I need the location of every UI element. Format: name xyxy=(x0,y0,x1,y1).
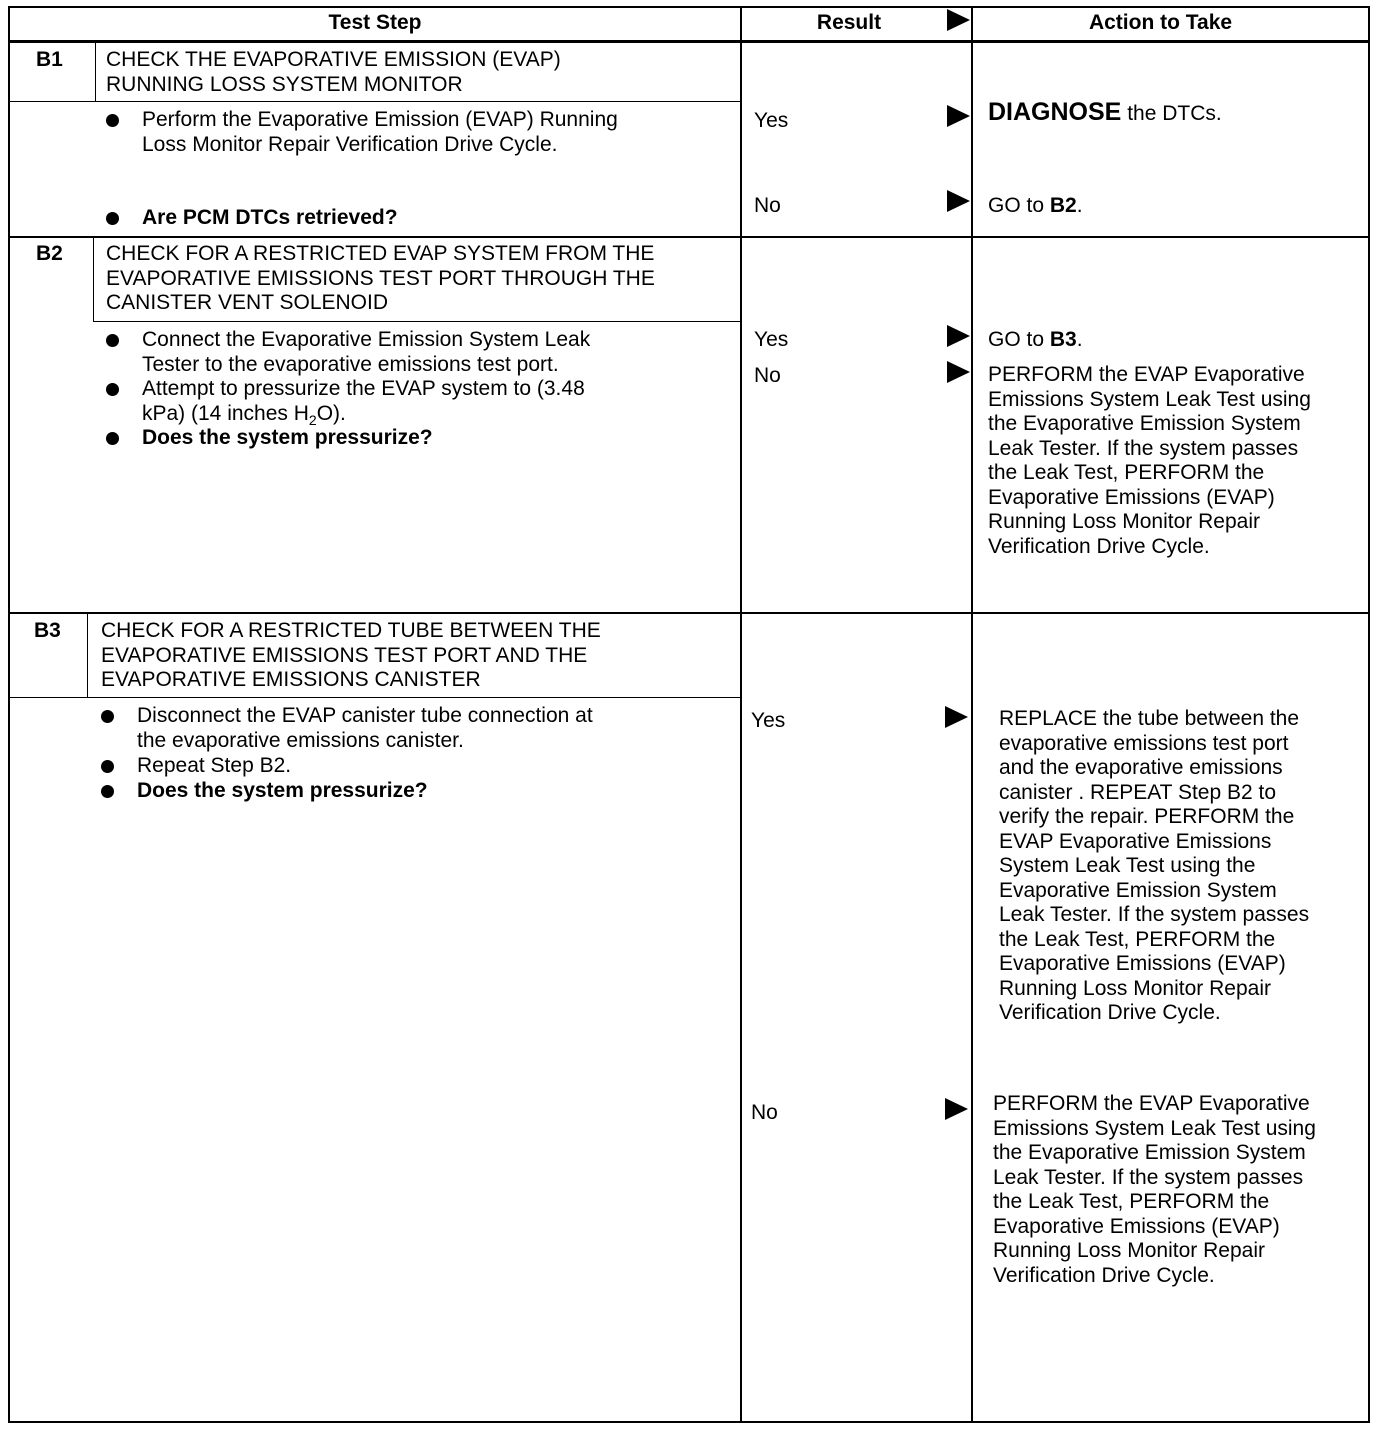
b1-no-action: GO to B2. xyxy=(988,194,1083,217)
b3-title: CHECK FOR A RESTRICTED TUBE BETWEEN THE EVAPORATIVE EMISSIONS TEST PORT AND THE EVAPORATIVE EMISSIONS CANISTER xyxy=(101,619,601,691)
b2-title-divider xyxy=(93,321,740,322)
header-divider xyxy=(8,40,1370,43)
bullet-icon xyxy=(106,432,119,445)
b2-id-divider xyxy=(93,238,94,321)
b2-bullet-1: Connect the Evaporative Emission System Leak Tester to the evaporative emissions test port. xyxy=(106,328,736,377)
b3-bullet-2: Repeat Step B2. xyxy=(101,754,736,779)
b3-result-yes: Yes xyxy=(751,709,786,732)
b3-result-no: No xyxy=(751,1101,778,1124)
b2-yes-arrow-icon xyxy=(947,325,970,347)
b2-no-action: PERFORM the EVAP Evaporative Emissions System Leak Test using the Evaporative Emission System Leak Tester. If the system passes the Leak Test, PERFORM the Evaporative Emissions (EVAP) Running Loss Monitor Repair Verification Drive Cycle. xyxy=(988,363,1311,558)
bullet-icon xyxy=(101,785,114,798)
b2-result-no: No xyxy=(754,364,781,387)
b3-yes-arrow-icon xyxy=(945,706,968,728)
bullet-icon xyxy=(106,212,119,225)
step-id-b3: B3 xyxy=(34,619,61,642)
bullet-icon xyxy=(101,710,114,723)
b2-title: CHECK FOR A RESTRICTED EVAP SYSTEM FROM THE EVAPORATIVE EMISSIONS TEST PORT THROUGH THE CANISTER VENT SOLENOID xyxy=(106,242,655,314)
b1-title-divider xyxy=(8,101,740,102)
b1-bullet-1: Perform the Evaporative Emission (EVAP) Running Loss Monitor Repair Verification Drive Cycle. xyxy=(106,108,736,157)
b1-result-no: No xyxy=(754,194,781,217)
header-test-step: Test Step xyxy=(328,11,422,34)
b3-id-divider xyxy=(87,614,88,697)
b3-bullet-1: Disconnect the EVAP canister tube connection at the evaporative emissions canister. xyxy=(101,704,736,753)
b2-no-arrow-icon xyxy=(947,361,970,383)
step-id-b2: B2 xyxy=(36,242,63,265)
header-result: Result xyxy=(816,11,882,34)
b2-result-yes: Yes xyxy=(754,328,789,351)
b3-title-divider xyxy=(8,697,740,698)
b1-title: CHECK THE EVAPORATIVE EMISSION (EVAP) RUNNING LOSS SYSTEM MONITOR xyxy=(106,48,561,96)
b1-bullet-2: Are PCM DTCs retrieved? xyxy=(106,206,736,231)
b1-no-arrow-icon xyxy=(947,190,970,212)
header-arrow-icon xyxy=(947,9,970,31)
row-divider-b3 xyxy=(8,612,1370,614)
step-id-b1: B1 xyxy=(36,48,63,71)
b2-bullet-2: Attempt to pressurize the EVAP system to (3.48 kPa) (14 inches $H_2O$). xyxy=(106,377,736,432)
b1-result-yes: Yes xyxy=(754,109,789,132)
b3-yes-action: REPLACE the tube between the evaporative emissions test port and the evaporative emissions canister . REPEAT Step B2 to verify the repair. PERFORM the EVAP Evaporative Emissions System Leak Test using the Evaporative Emission System Leak Tester. If the system passes the Leak Test, PERFORM the Evaporative Emissions (EVAP) Running Loss Monitor Repair Verification Drive Cycle. xyxy=(999,707,1310,1024)
header-action: Action to Take xyxy=(1088,11,1233,34)
b3-bullet-3: Does the system pressurize? xyxy=(101,779,736,804)
bullet-icon xyxy=(106,114,119,127)
b3-no-action: PERFORM the EVAP Evaporative Emissions System Leak Test using the Evaporative Emission System Leak Tester. If the system passes the Leak Test, PERFORM the Evaporative Emissions (EVAP) Running Loss Monitor Repair Verification Drive Cycle. xyxy=(993,1092,1316,1287)
b2-yes-action: GO to B3. xyxy=(988,328,1083,351)
column-divider-action xyxy=(971,6,973,1423)
b2-bullet-3: Does the system pressurize? xyxy=(106,426,736,451)
column-divider-result xyxy=(740,6,742,1423)
row-divider-b2 xyxy=(8,236,1370,238)
b1-yes-action: DIAGNOSE the DTCs. xyxy=(988,98,1222,126)
b1-id-divider xyxy=(95,43,96,101)
bullet-icon xyxy=(106,334,119,347)
b3-no-arrow-icon xyxy=(945,1098,968,1120)
b1-yes-arrow-icon xyxy=(947,105,970,127)
bullet-icon xyxy=(106,383,119,396)
bullet-icon xyxy=(101,760,114,773)
